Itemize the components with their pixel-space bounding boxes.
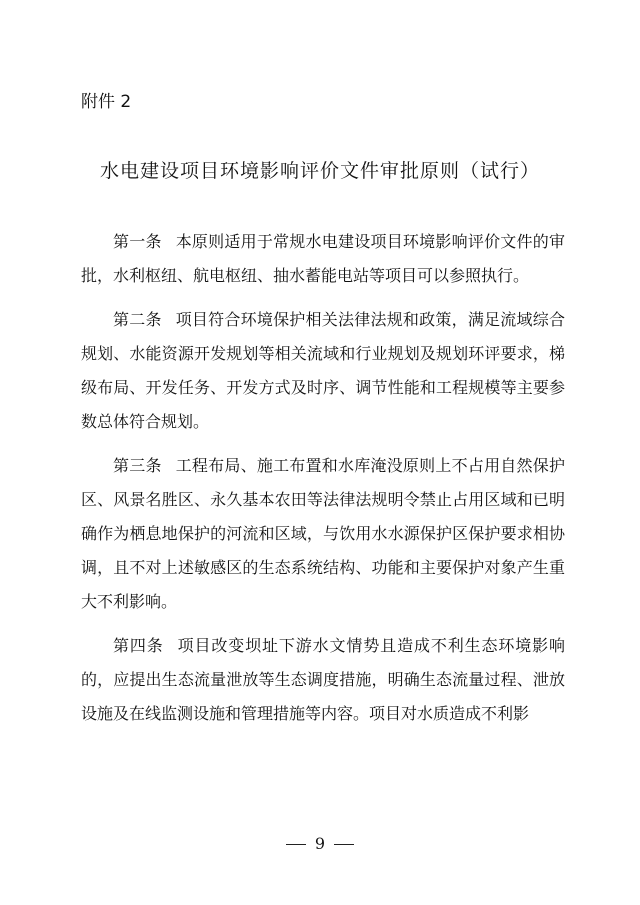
article-number: 第四条 (113, 636, 164, 655)
document-body (81, 225, 565, 741)
page-number: 9 (314, 834, 326, 853)
article-text: 工程布局、施工布置和水库淹没原则上不占用自然保护区、风景名胜区、永久基本农田等法律法规明令禁止占用区域和已明确作为栖息地保护的河流和区域，与饮用水水源保护区保护要求相协调，且不对上述敏感区的生态系统结构、功能和主要保护对象产生重大不利影响。 (81, 456, 565, 611)
article-text: 项目符合环境保护相关法律法规和政策，满足流域综合规划、水能资源开发规划等相关流域和行业规划及规划环评要求，梯级布局、开发任务、开发方式及时序、调节性能和工程规模等主要参数总体符合规划。 (81, 310, 565, 431)
article-1 (81, 225, 565, 293)
article-3 (81, 449, 565, 619)
page-footer (0, 834, 640, 854)
article-2 (81, 303, 565, 439)
article-text: 本原则适用于常规水电建设项目环境影响评价文件的审批，水利枢纽、航电枢纽、抽水蓄能电站等项目可以参照执行。 (81, 232, 565, 285)
attachment-label: 附件 2 (81, 92, 132, 112)
right-dash (334, 844, 354, 845)
article-number: 第二条 (113, 310, 162, 329)
article-4 (81, 629, 565, 731)
left-dash (286, 844, 306, 845)
article-number: 第一条 (113, 232, 162, 251)
document-title: 水电建设项目环境影响评价文件审批原则（试行） (99, 160, 540, 182)
article-text: 项目改变坝址下游水文情势且造成不利生态环境影响的，应提出生态流量泄放等生态调度措施，明确生态流量过程、泄放设施及在线监测设施和管理措施等内容。项目对水质造成不利影 (81, 636, 565, 723)
article-number: 第三条 (113, 456, 162, 475)
